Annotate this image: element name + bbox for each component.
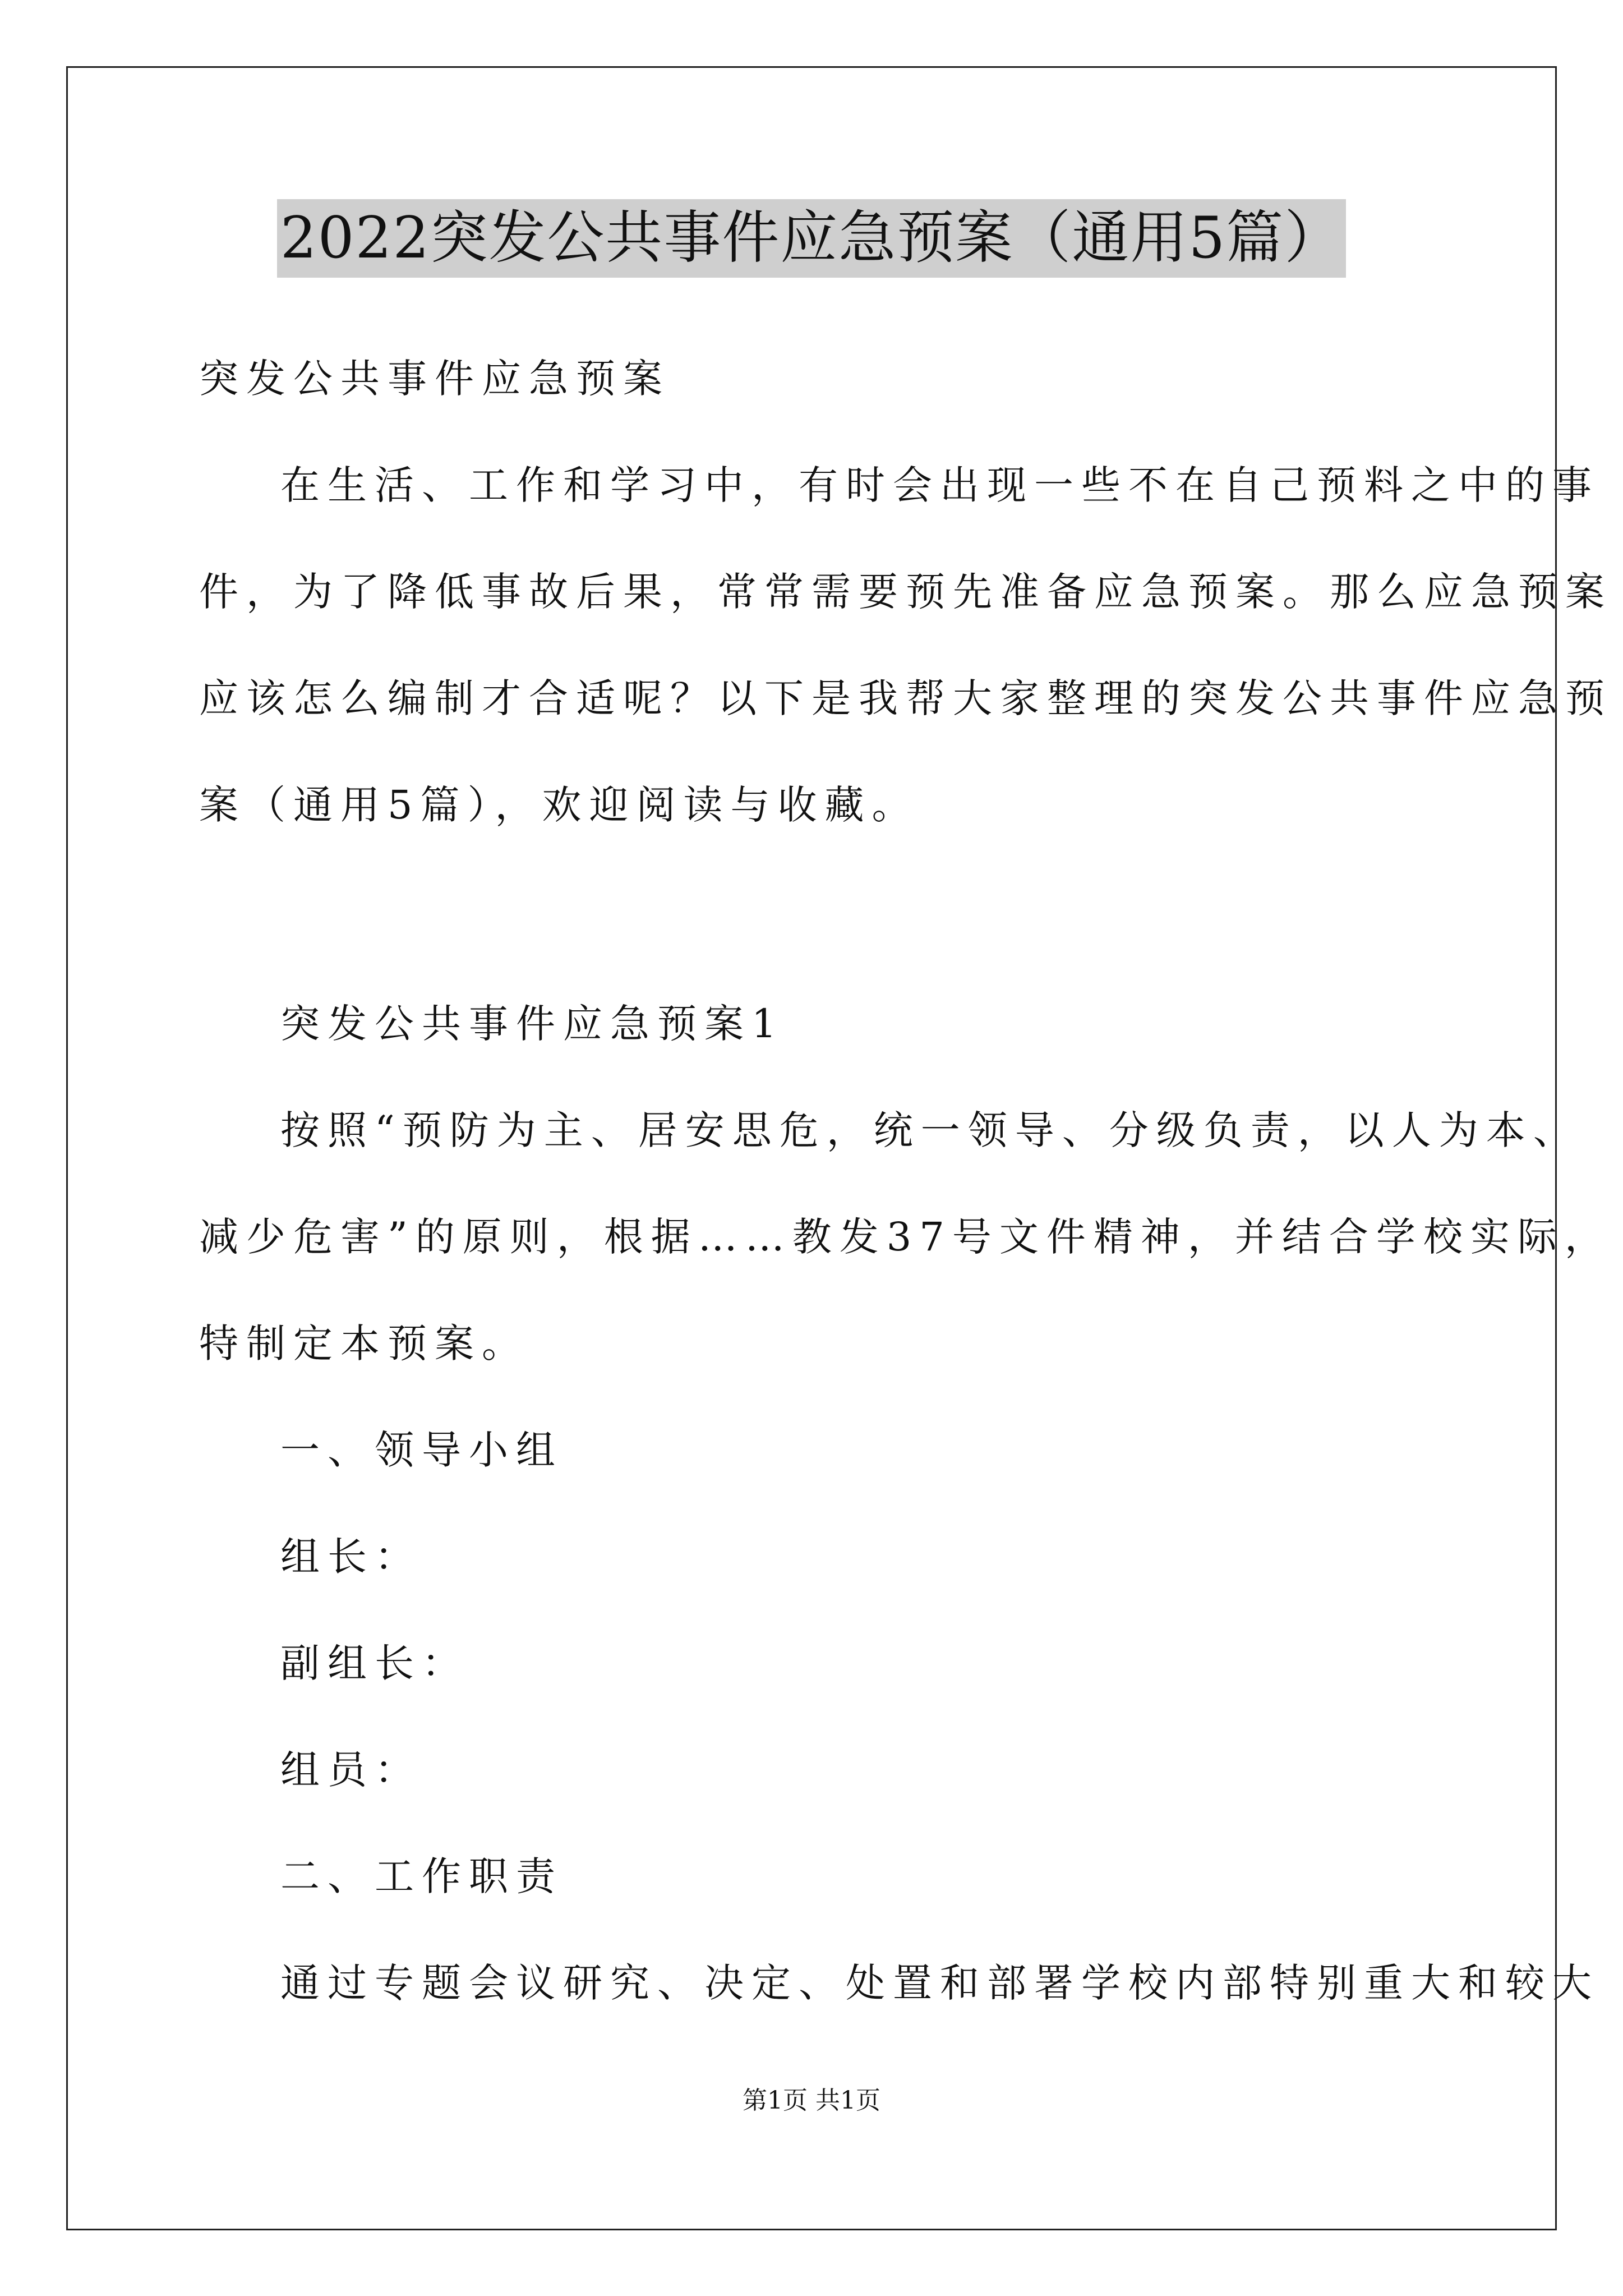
subsection-heading: 突发公共事件应急预案1 [280, 1001, 785, 1047]
paragraph-line: 减少危害”的原则，根据……教发37号文件精神，并结合学校实际， [199, 1214, 1612, 1260]
paragraph-line: 件，为了降低事故后果，常常需要预先准备应急预案。那么应急预案 [199, 569, 1612, 615]
paragraph-line: 应该怎么编制才合适呢？以下是我帮大家整理的突发公共事件应急预 [199, 675, 1612, 721]
paragraph-line: 通过专题会议研究、决定、处置和部署学校内部特别重大和较大 [280, 1960, 1599, 2006]
list-item: 副组长： [280, 1640, 469, 1686]
paragraph-line: 按照“预防为主、居安思危，统一领导、分级负责，以人为本、 [280, 1107, 1580, 1153]
paragraph-line: 案（通用5篇），欢迎阅读与收藏。 [199, 782, 919, 828]
list-heading: 一、领导小组 [280, 1427, 563, 1473]
list-heading: 二、工作职责 [280, 1853, 563, 1899]
list-item: 组员： [280, 1747, 422, 1793]
paragraph-line: 在生活、工作和学习中，有时会出现一些不在自己预料之中的事 [280, 462, 1599, 508]
list-item: 组长： [280, 1534, 422, 1580]
paragraph-line: 特制定本预案。 [199, 1320, 529, 1366]
page-footer: 第1页 共1页 [743, 2086, 880, 2115]
document-title: 2022突发公共事件应急预案（通用5篇） [277, 199, 1346, 278]
title-container [0, 199, 1623, 278]
section-heading: 突发公共事件应急预案 [199, 356, 670, 402]
